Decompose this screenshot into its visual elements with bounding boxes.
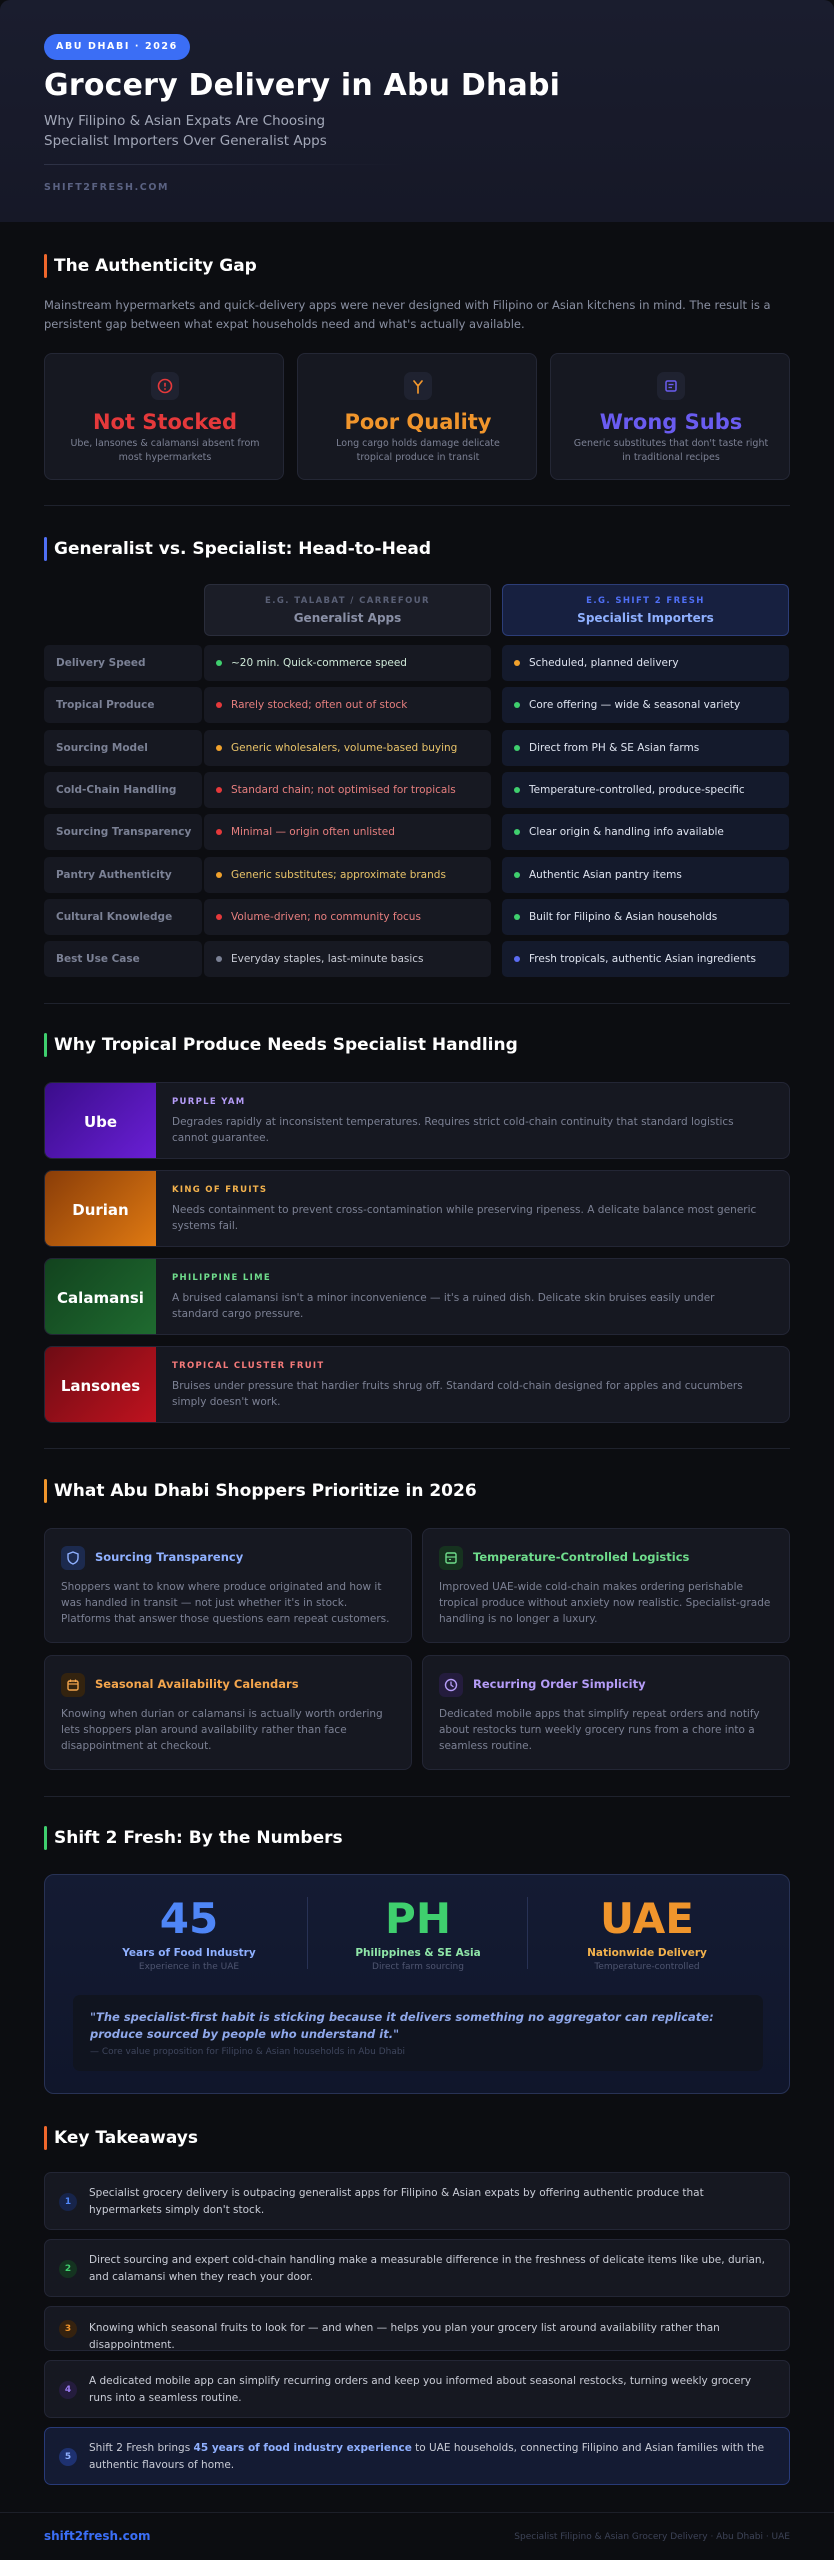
produce-tag: PHILIPPINE LIME bbox=[172, 1273, 271, 1283]
takeaway-item bbox=[44, 2172, 790, 2230]
calendar-icon bbox=[61, 1673, 85, 1697]
specialist-cell bbox=[502, 772, 789, 808]
produce-description: Degrades rapidly at inconsistent temperatures. Requires strict cold-chain continuity that standard logistics cannot guarantee. bbox=[172, 1116, 734, 1144]
specialist-cell bbox=[502, 941, 789, 977]
generalist-cell-text: ~20 min. Quick-commerce speed bbox=[231, 657, 407, 669]
specialist-cell bbox=[502, 857, 789, 893]
gap-card-poor-quality bbox=[297, 353, 537, 480]
comparison-row-label: Best Use Case bbox=[44, 941, 202, 977]
status-dot bbox=[216, 872, 222, 878]
gap-card-desc: Ube, lansones & calamansi absent from most hypermarkets bbox=[70, 438, 260, 463]
takeaway-item-highlight bbox=[44, 2427, 790, 2485]
stat-sourcing-origin bbox=[308, 1893, 528, 1972]
specialist-example: E.G. SHIFT 2 FRESH bbox=[586, 596, 705, 606]
stats-panel bbox=[44, 1874, 790, 2094]
generalist-cell-text: Generic substitutes; approximate brands bbox=[231, 868, 446, 881]
section-divider bbox=[44, 1448, 790, 1449]
produce-card-durian bbox=[44, 1170, 790, 1247]
stat-delivery-coverage bbox=[537, 1893, 757, 1972]
value-proposition-quote bbox=[73, 1995, 763, 2071]
takeaway-text bbox=[89, 2440, 769, 2474]
page-footer bbox=[0, 2512, 834, 2560]
hero-banner bbox=[0, 0, 834, 222]
stat-label: Philippines & SE Asia bbox=[355, 1947, 481, 1959]
generalist-cell-text: Standard chain; not optimised for tropicals bbox=[231, 783, 456, 796]
priority-description: Improved UAE-wide cold-chain makes ordering perishable tropical produce without anxiety now realistic. Specialist-grade handling is no longer a luxury. bbox=[439, 1581, 771, 1625]
priority-title: Seasonal Availability Calendars bbox=[95, 1677, 299, 1691]
takeaway-text: A dedicated mobile app can simplify recurring orders and keep you informed about seasonal restocks, turning weekly grocery runs into a seamless routine. bbox=[89, 2375, 752, 2404]
specialist-cell-text: Built for Filipino & Asian households bbox=[529, 910, 718, 923]
location-year-badge: ABU DHABI · 2026 bbox=[44, 34, 190, 60]
comparison-row-label: Cultural Knowledge bbox=[44, 899, 202, 935]
takeaway-number: 4 bbox=[59, 2381, 77, 2399]
produce-card-calamansi bbox=[44, 1258, 790, 1335]
stat-label: Years of Food Industry bbox=[122, 1947, 256, 1959]
priority-card-sourcing-transparency bbox=[44, 1528, 412, 1643]
section-divider bbox=[44, 1796, 790, 1797]
gap-card-desc: Generic substitutes that don't taste right in traditional recipes bbox=[573, 438, 769, 463]
status-dot bbox=[514, 702, 520, 708]
specialist-cell-text: Temperature-controlled, produce-specific bbox=[529, 783, 745, 796]
produce-description: Needs containment to prevent cross-contamination while preserving ripeness. A delicate balance most generic systems fail. bbox=[172, 1204, 757, 1232]
priority-description: Knowing when durian or calamansi is actually worth ordering lets shoppers plan around availability rather than face disappointment at checkout. bbox=[61, 1708, 383, 1752]
generalist-cell-text: Generic wholesalers, volume-based buying bbox=[231, 741, 458, 754]
section-heading-key-takeaways: Key Takeaways bbox=[44, 2126, 198, 2150]
produce-name: Ube bbox=[45, 1083, 156, 1159]
generalist-cell-text: Volume-driven; no community focus bbox=[231, 910, 421, 923]
takeaway-item bbox=[44, 2239, 790, 2297]
takeaway-text: Direct sourcing and expert cold-chain handling make a measurable difference in the freshness of delicate items like ube, durian, and calamansi when they reach your door. bbox=[89, 2254, 765, 2283]
alert-circle-icon bbox=[151, 372, 179, 400]
shield-icon bbox=[61, 1546, 85, 1570]
wilted-sprout-icon bbox=[404, 372, 432, 400]
produce-name: Calamansi bbox=[45, 1259, 156, 1335]
generalist-cell bbox=[204, 857, 491, 893]
takeaway-number: 1 bbox=[59, 2193, 77, 2211]
stat-label: Nationwide Delivery bbox=[587, 1947, 707, 1959]
quote-text: "The specialist-first habit is sticking because it delivers something no aggregator can replicate: produce sourced by people who understand it." bbox=[90, 2010, 714, 2041]
specialist-cell bbox=[502, 899, 789, 935]
specialist-column-header bbox=[502, 584, 789, 636]
footer-tagline: Specialist Filipino & Asian Grocery Delivery · Abu Dhabi · UAE bbox=[514, 2532, 790, 2542]
page-subtitle: Why Filipino & Asian Expats Are Choosing Specialist Importers Over Generalist Apps bbox=[44, 113, 327, 149]
comparison-row-label: Sourcing Model bbox=[44, 730, 202, 766]
stat-sublabel: Experience in the UAE bbox=[138, 1962, 240, 1972]
takeaway-text-end: to UAE households, connecting Filipino and Asian families with the authentic flavours of home. bbox=[89, 2442, 765, 2471]
takeaway-text: Knowing which seasonal fruits to look for — and when — helps you plan your grocery list around availability rather than disappointment. bbox=[89, 2322, 720, 2351]
priority-description: Dedicated mobile apps that simplify repeat orders and notify about restocks turn weekly grocery runs from a chore into a seamless routine. bbox=[439, 1708, 760, 1752]
section-heading-authenticity-gap: The Authenticity Gap bbox=[44, 254, 257, 278]
specialist-cell-text: Direct from PH & SE Asian farms bbox=[529, 741, 700, 754]
status-dot bbox=[514, 872, 520, 878]
status-dot bbox=[216, 829, 222, 835]
stat-value: PH bbox=[385, 1894, 451, 1943]
stat-sublabel: Direct farm sourcing bbox=[372, 1962, 464, 1972]
priority-description: Shoppers want to know where produce originated and how it was handled in transit — not just whether it's in stock. Platforms that answer those questions earn repeat customers. bbox=[61, 1581, 390, 1625]
status-dot bbox=[216, 702, 222, 708]
gap-card-wrong-subs bbox=[550, 353, 790, 480]
generalist-cell-text: Everyday staples, last-minute basics bbox=[231, 953, 424, 966]
gap-card-desc: Long cargo holds damage delicate tropical produce in transit bbox=[336, 438, 500, 463]
produce-name: Durian bbox=[45, 1171, 156, 1247]
priority-card-cold-chain bbox=[422, 1528, 790, 1643]
status-dot bbox=[514, 956, 520, 962]
page-title: Grocery Delivery in Abu Dhabi bbox=[44, 68, 561, 103]
specialist-cell-text: Core offering — wide & seasonal variety bbox=[529, 699, 741, 712]
status-dot bbox=[514, 829, 520, 835]
priority-card-seasonal-calendars bbox=[44, 1655, 412, 1770]
comparison-row-label: Pantry Authenticity bbox=[44, 857, 202, 893]
status-dot bbox=[216, 745, 222, 751]
generalist-cell-text: Rarely stocked; often out of stock bbox=[231, 699, 408, 712]
status-dot bbox=[216, 914, 222, 920]
generalist-cell bbox=[204, 899, 491, 935]
priority-title: Sourcing Transparency bbox=[95, 1550, 244, 1564]
takeaway-item bbox=[44, 2306, 790, 2351]
priority-title: Recurring Order Simplicity bbox=[473, 1677, 646, 1691]
comparison-row-label: Delivery Speed bbox=[44, 645, 202, 681]
produce-tag: TROPICAL CLUSTER FRUIT bbox=[172, 1361, 325, 1371]
section-heading-by-the-numbers: Shift 2 Fresh: By the Numbers bbox=[44, 1826, 343, 1850]
generalist-cell bbox=[204, 730, 491, 766]
generalist-cell bbox=[204, 687, 491, 723]
specialist-name: Specialist Importers bbox=[577, 611, 714, 625]
specialist-cell bbox=[502, 730, 789, 766]
gap-card-not-stocked bbox=[44, 353, 284, 480]
stat-value: UAE bbox=[599, 1894, 694, 1943]
status-dot bbox=[216, 956, 222, 962]
stat-value: 45 bbox=[159, 1894, 219, 1943]
takeaway-text: Specialist grocery delivery is outpacing generalist apps for Filipino & Asian expats by offering authentic produce that hypermarkets simply don't stock. bbox=[89, 2187, 704, 2216]
produce-name: Lansones bbox=[45, 1347, 156, 1423]
takeaway-text-highlight: 45 years of food industry experience bbox=[193, 2442, 412, 2454]
gap-card-title: Not Stocked bbox=[92, 410, 238, 434]
section-divider bbox=[44, 505, 790, 506]
generalist-name: Generalist Apps bbox=[293, 611, 402, 625]
authenticity-intro: Mainstream hypermarkets and quick-delivery apps were never designed with Filipino or Asian kitchens in mind. The result is a persistent gap between what expat households need and what's actually available. bbox=[44, 298, 771, 331]
stat-years-experience bbox=[79, 1893, 299, 1972]
priority-card-recurring-orders bbox=[422, 1655, 790, 1770]
gap-card-title: Wrong Subs bbox=[599, 410, 743, 434]
stat-separator bbox=[527, 1897, 528, 1969]
generalist-example: E.G. TALABAT / CARREFOUR bbox=[265, 596, 430, 606]
generalist-column-header bbox=[204, 584, 491, 636]
hero-divider bbox=[44, 164, 404, 165]
produce-description: Bruises under pressure that hardier fruits shrug off. Standard cold-chain designed for apples and cucumbers simply doesn't work. bbox=[172, 1380, 743, 1408]
section-heading-head-to-head: Generalist vs. Specialist: Head-to-Head bbox=[44, 537, 431, 561]
status-dot bbox=[514, 787, 520, 793]
takeaway-text-start: Shift 2 Fresh brings bbox=[89, 2442, 194, 2454]
produce-tag: PURPLE YAM bbox=[172, 1097, 246, 1107]
thermometer-box-icon bbox=[439, 1546, 463, 1570]
generalist-cell bbox=[204, 814, 491, 850]
takeaway-number: 5 bbox=[59, 2448, 77, 2466]
specialist-cell-text: Authentic Asian pantry items bbox=[529, 868, 682, 881]
specialist-cell bbox=[502, 645, 789, 681]
comparison-row-label: Sourcing Transparency bbox=[44, 814, 202, 850]
status-dot bbox=[514, 914, 520, 920]
hero-brand: SHIFT2FRESH.COM bbox=[44, 182, 170, 193]
quote-caption: — Core value proposition for Filipino & Asian households in Abu Dhabi bbox=[90, 2047, 406, 2057]
generalist-cell bbox=[204, 645, 491, 681]
specialist-cell bbox=[502, 814, 789, 850]
specialist-cell-text: Fresh tropicals, authentic Asian ingredients bbox=[529, 953, 756, 966]
clock-icon bbox=[439, 1673, 463, 1697]
produce-card-ube bbox=[44, 1082, 790, 1159]
substitution-list-icon bbox=[657, 372, 685, 400]
section-divider bbox=[44, 1003, 790, 1004]
status-dot bbox=[514, 660, 520, 666]
produce-tag: KING OF FRUITS bbox=[172, 1185, 268, 1195]
specialist-cell-text: Clear origin & handling info available bbox=[529, 826, 724, 839]
takeaway-number: 3 bbox=[59, 2320, 77, 2338]
takeaway-number: 2 bbox=[59, 2260, 77, 2278]
generalist-cell-text: Minimal — origin often unlisted bbox=[231, 826, 395, 839]
produce-card-lansones bbox=[44, 1346, 790, 1423]
status-dot bbox=[216, 660, 222, 666]
generalist-cell bbox=[204, 772, 491, 808]
section-heading-priorities: What Abu Dhabi Shoppers Prioritize in 2026 bbox=[44, 1479, 477, 1503]
section-heading-tropical-produce: Why Tropical Produce Needs Specialist Handling bbox=[44, 1033, 518, 1057]
stat-sublabel: Temperature-controlled bbox=[594, 1962, 700, 1972]
specialist-cell-text: Scheduled, planned delivery bbox=[529, 657, 679, 669]
priority-title: Temperature-Controlled Logistics bbox=[473, 1550, 690, 1564]
comparison-row-label: Cold-Chain Handling bbox=[44, 772, 202, 808]
takeaway-item bbox=[44, 2360, 790, 2418]
status-dot bbox=[216, 787, 222, 793]
footer-brand-link[interactable]: shift2fresh.com bbox=[44, 2529, 151, 2543]
specialist-cell bbox=[502, 687, 789, 723]
comparison-row-label: Tropical Produce bbox=[44, 687, 202, 723]
generalist-cell bbox=[204, 941, 491, 977]
status-dot bbox=[514, 745, 520, 751]
gap-card-title: Poor Quality bbox=[344, 410, 492, 434]
produce-description: A bruised calamansi isn't a minor inconvenience — it's a ruined dish. Delicate skin bruises easily under standard cargo pressure. bbox=[172, 1292, 715, 1320]
